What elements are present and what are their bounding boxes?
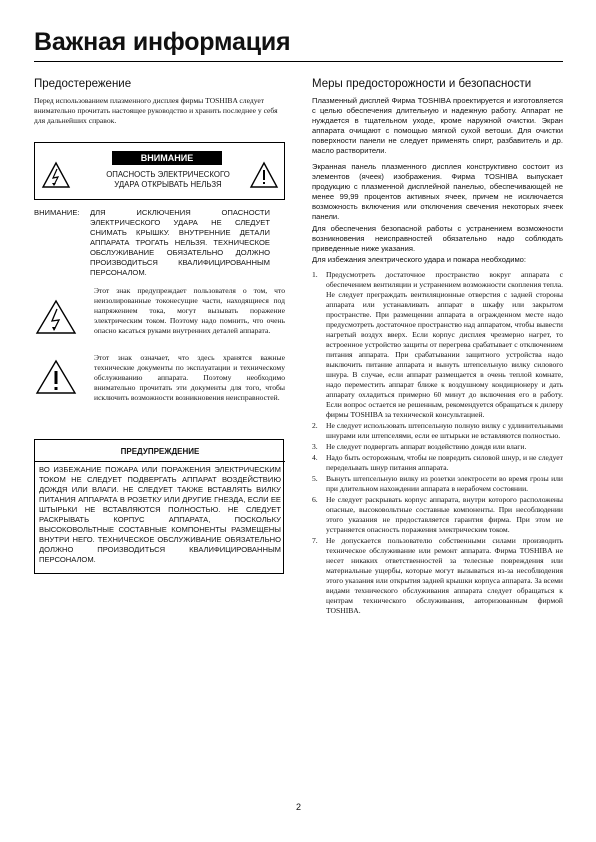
warning-heading: ПРЕДУПРЕЖДЕНИЕ bbox=[120, 447, 200, 456]
caution-intro: Перед использованием плазменного дисплея фирмы TOSHIBA следует внимательно прочитать настоящее руководство и хранить последнее у себя для дальнейших справок. bbox=[34, 96, 278, 125]
safety-intro: Плазменный дисплей Фирма TOSHIBA проектируется и изготовляется с целью обеспечения длительную и надежную работу. Аппарат не нуждается в тщательном уходе, кроме наружной очистки. Экран аппарата очищают с помощью мягкой сухой ветоши. Для очистки поверхности панели не следует применять спирт, разбавитель и др. масло растворители. bbox=[312, 96, 563, 155]
warning-text: ВО ИЗБЕЖАНИЕ ПОЖАРА ИЛИ ПОРАЖЕНИЯ ЭЛЕКТРИЧЕСКИМ ТОКОМ НЕ СЛЕДУЕТ ПОДВЕРГАТЬ АППАРАТ ВОЗДЕЙСТВИЮ ДОЖДЯ ИЛИ ВЛАГИ. НЕ СЛЕДУЕТ ТАКЖЕ ВСТАВЛЯТЬ ВИЛКУ ПИТАНИЯ АППАРАТА В РОЗЕТКУ ИЛИ ДРУГИЕ ГНЕЗДА, ЕСЛИ ЕЕ ШТЫРЬКИ НЕ ВСТАВЛЯЮТСЯ ПОЛНОСТЬЮ. НЕ СЛЕДУЕТ РАСКРЫВАТЬ КОРПУС АППАРАТА, ПОСКОЛЬКУ ВЫСОКОВОЛЬТНЫЕ СОСТАВНЫЕ КОМПОНЕНТЫ РАЗМЕЩЕНЫ ВНУТРИ НЕГО. ТЕХНИЧЕСКОЕ ОБСЛУЖИВАНИЕ ОБЯЗАТЕЛЬНО ДОЛЖНО ПРОИЗВОДИТЬСЯ КВАЛИФИЦИРОВАННЫМ ПЕРСОНАЛОМ. bbox=[39, 465, 281, 564]
caution-badge: ВНИМАНИЕ bbox=[112, 151, 222, 165]
safety-list bbox=[312, 270, 563, 617]
safety-para-lead: Для избежания электрического удара и пожара необходимо: bbox=[312, 255, 526, 264]
title-rule bbox=[34, 61, 563, 62]
lightning-symbol-icon bbox=[34, 298, 78, 336]
list-item: 3. Не следует подвергать аппарат воздействию дождя или влаги. bbox=[312, 442, 527, 451]
lightning-warning-icon bbox=[41, 161, 71, 189]
exclamation-warning-icon bbox=[249, 161, 279, 189]
list-item: 5. Вынуть штепсельную вилку из розетки электросети во время грозы или при длительном нахождении аппарата в нерабочем состоянии. bbox=[312, 474, 563, 493]
list-item: 6. Не следует раскрывать корпус аппарата, внутри которого расположены опасные, высоковольтные составные компоненты. При несоблюдении этого указания не предоставляется гарантия фирма. При этом не устраняется опасность поражения электрическим током. bbox=[312, 495, 563, 534]
list-item: 7. Не допускается пользователю собственными силами производить техническое обслуживание или ремонт аппарата. Фирма TOSHIBA не несет никаких ответственностей за телесные повреждения или материальные ущербы, которые могут вызываться из-за несоблюдения этого указания или открытия задней крышки корпуса аппарата. За всеми видами технического обслуживания аппарата следует обращаться к центрам технического обслуживания, авторизованным фирмой TOSHIBA. bbox=[312, 536, 563, 615]
safety-heading: Меры предосторожности и безопасности bbox=[312, 78, 532, 90]
page-title: Важная информация bbox=[34, 28, 291, 56]
safety-para-rules: Для обеспечения безопасной работы с устранением возможности возникновения неисправностей обязательно надо соблюдать приведенные ниже указания. bbox=[312, 224, 563, 253]
exclamation-symbol-icon bbox=[34, 358, 78, 396]
caution-text: ДЛЯ ИСКЛЮЧЕНИЯ ОПАСНОСТИ ЭЛЕКТРИЧЕСКОГО УДАРА НЕ СЛЕДУЕТ СНИМАТЬ КРЫШКУ. ВНУТРЕННИЕ ДЕТАЛИ АППАРАТА ТРОГАТЬ НЕЛЬЗЯ. ТЕХНИЧЕСКОЕ ОБСЛУЖИВАНИЕ ОБЯЗАТЕЛЬНО ДОЛЖНО ПРОИЗВОДИТЬСЯ КВАЛИФИЦИРОВАННЫМ ПЕРСОНАЛОМ. bbox=[90, 208, 270, 277]
page-number: 2 bbox=[296, 802, 302, 812]
exclamation-symbol-text: Этот знак означает, что здесь хранятся важные технические документы по эксплуатации и техническому обслуживанию аппарата. Поэтому необходимо внимательно прочитать эти документы для того, чтобы исключить возможности возникновения неисправностей. bbox=[94, 353, 285, 402]
electric-caution-box bbox=[34, 142, 285, 200]
caution-label: ВНИМАНИЕ: bbox=[34, 208, 80, 217]
list-item: 1. Предусмотреть достаточное пространство вокруг аппарата с обеспечением вентиляции и устранением возможности скопления тепла. Не следует преграждать вентиляционные отверстия с задней стороны аппарата или устанавливать аппарат в шкафу или закрытом пространстве. При размещении аппарата в огражденном месте надо предусмотреть достаточное пространство над аппаратом, чтобы вывести нагретый воздух вверх. Если корпус дисплея чрезмерно нагрет, то встроенное устройство защиты от перегрева срабатывает с отключением питания аппарата. При срабатывании защитного устройства надо выключить питание аппарата и вынуть штепсельную вилку силового шнура. В случае, если аппарат размещается в очень теплой комнате, надо переместить аппарат ближе к воздушному кондиционеру и дать аппарату охладиться примерно 60 минут до включения его в работу. Если вопрос остается не решенным, рекомендуется обращаться к дилеру фирмы TOSHIBA за технической консультацией. bbox=[312, 270, 563, 419]
lightning-symbol-text: Этот знак предупреждает пользователя о том, что неизолированные токонесущие части, находящиеся под напряжением тока, могут вызывать поражение электрическим током. Поэтому надо помнить, что очень опасно касаться руками внутренних деталей аппарата. bbox=[94, 286, 285, 335]
caution-box-text: ОПАСНОСТЬ ЭЛЕКТРИЧЕСКОГО УДАРА ОТКРЫВАТЬ НЕЛЬЗЯ bbox=[106, 170, 230, 189]
list-item: 2. Не следует использовать штепсельную полную вилку с удлинительными шнурами или штепселями, если ее штырьки не вставляются полностью. bbox=[312, 421, 563, 440]
safety-para-cells: Экранная панель плазменного дисплея конструктивно состоит из элементов (ячеек) изображения. Фирма TOSHIBA выпускает продукцию с плазменной дисплейной панелью, обеспечивающей не менее 99,99 процентов активных ячеек, причем не исключается возможность включения или отключения свечения некоторых ячеек панели. bbox=[312, 162, 563, 221]
list-item: 4. Надо быть осторожным, чтобы не повредить силовой шнур, и не следует передельвать шнур питания аппарата. bbox=[312, 453, 563, 472]
fire-warning-box bbox=[34, 439, 284, 574]
warning-divider bbox=[35, 461, 285, 462]
caution-heading: Предостережение bbox=[34, 78, 132, 90]
